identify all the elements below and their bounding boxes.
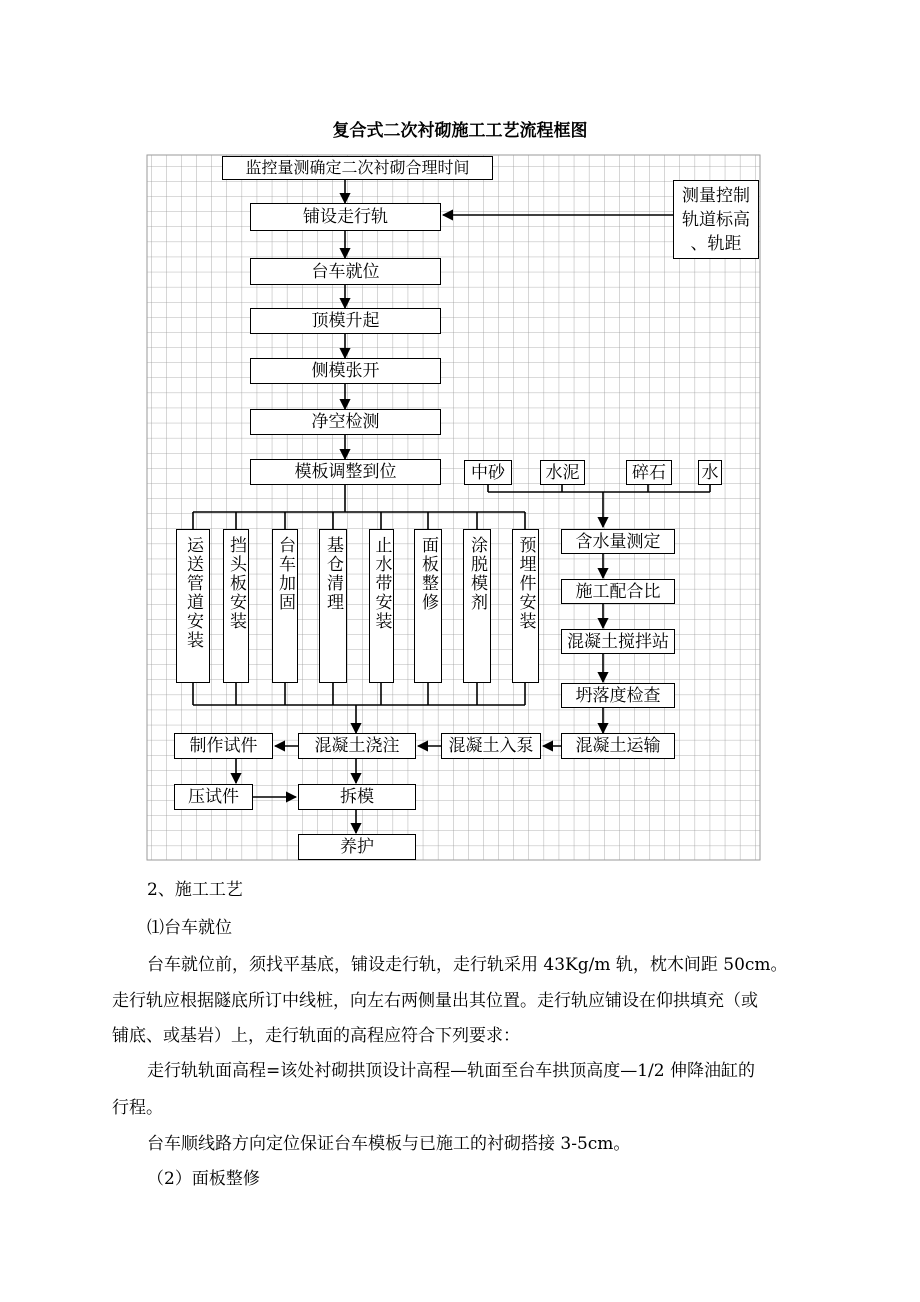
- survey-line-2: 轨道标高: [682, 209, 750, 230]
- mix-ratio-box: 施工配合比: [561, 579, 675, 604]
- sand-box: 中砂: [464, 460, 512, 485]
- parallel-box-8: [512, 529, 539, 683]
- cure-box: 养护: [298, 834, 416, 860]
- paragraph-1-line-3: 铺底、或基岩）上，走行轨面的高程应符合下列要求：: [112, 1026, 520, 1046]
- pump-box: 混凝土入泵: [441, 733, 541, 759]
- parallel-box-2: [223, 529, 249, 683]
- page-title: 复合式二次衬砌施工工艺流程框图: [332, 121, 588, 141]
- parallel-box-7: [463, 529, 491, 683]
- survey-line-3: 、轨距: [690, 233, 742, 254]
- gravel-box: 碎石: [626, 460, 672, 485]
- paragraph-1-line-2: 走行轨应根据隧底所订中线桩，向左右两侧量出其位置。走行轨应铺设在仰拱填充（或: [112, 991, 758, 1011]
- moisture-box: 含水量测定: [561, 529, 675, 554]
- parallel-label-5: 止水带安装: [371, 536, 392, 631]
- survey-box: [673, 180, 759, 259]
- paragraph-1-line-1: 台车就位前，须找平基底，铺设走行轨，走行轨采用 43Kg/m 轨，枕木间距 50cm。: [147, 955, 788, 975]
- parallel-label-6: 面板整修: [418, 536, 438, 612]
- cement-box: 水泥: [540, 460, 585, 485]
- parallel-box-4: [319, 529, 347, 683]
- rail-box: 铺设走行轨: [250, 203, 441, 231]
- parallel-box-6: [414, 529, 442, 683]
- section-heading: 2、施工工艺: [147, 880, 243, 900]
- parallel-box-5: [369, 529, 394, 683]
- subsection-2-heading: （2）面板整修: [147, 1169, 260, 1189]
- press-sample-box: 压试件: [174, 784, 253, 810]
- pour-box: 混凝土浇注: [298, 733, 416, 759]
- paragraph-2-line-1: 走行轨轨面高程=该处衬砌拱顶设计高程—轨面至台车拱顶高度—1/2 伸降油缸的: [147, 1061, 756, 1081]
- parallel-label-2: 挡头板安装: [226, 536, 246, 631]
- parallel-box-3: [272, 529, 298, 683]
- clearance-box: 净空检测: [250, 409, 441, 435]
- paragraph-3: 台车顺线路方向定位保证台车模板与已施工的衬砌搭接 3-5cm。: [147, 1134, 631, 1154]
- monitor-box: 监控量测确定二次衬砌合理时间: [222, 156, 493, 180]
- slump-box: 坍落度检查: [561, 683, 675, 708]
- survey-line-1: 测量控制: [682, 185, 750, 206]
- side-form-box: 侧模张开: [250, 358, 441, 384]
- demold-box: 拆模: [298, 784, 416, 810]
- parallel-label-7: 涂脱模剂: [467, 536, 487, 612]
- paragraph-2-line-2: 行程。: [112, 1098, 163, 1118]
- parallel-label-3: 台车加固: [275, 536, 295, 612]
- parallel-label-4: 基仓清理: [323, 536, 343, 612]
- subsection-1-heading: ⑴台车就位: [147, 918, 232, 938]
- parallel-label-8: 预埋件安装: [515, 536, 536, 631]
- mix-station-box: 混凝土搅拌站: [561, 629, 675, 654]
- water-box: 水: [698, 460, 722, 485]
- transport-box: 混凝土运输: [561, 733, 675, 759]
- make-sample-box: 制作试件: [174, 733, 273, 759]
- parallel-box-1: [176, 529, 210, 683]
- trolley-box: 台车就位: [250, 258, 441, 285]
- adjust-box: 模板调整到位: [250, 459, 441, 485]
- top-form-box: 顶模升起: [250, 308, 441, 334]
- parallel-label-1: 运送管道安装: [183, 536, 203, 650]
